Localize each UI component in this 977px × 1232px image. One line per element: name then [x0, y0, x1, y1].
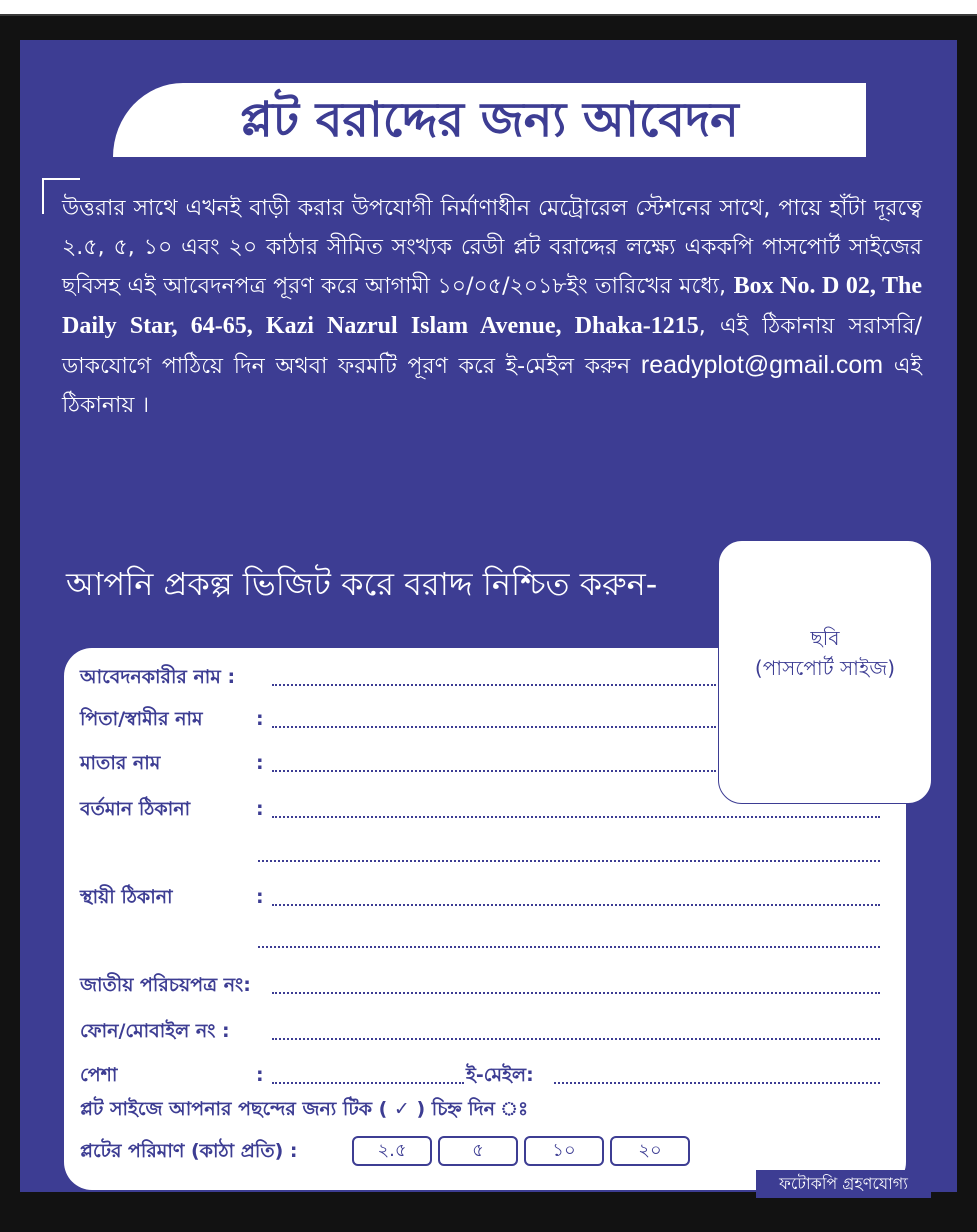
visit-heading: আপনি প্রকল্প ভিজিট করে বরাদ্দ নিশ্চিত করুন-	[66, 565, 658, 603]
father-name-colon: :	[256, 708, 264, 730]
phone-label: ফোন/মোবাইল নং :	[80, 1020, 230, 1042]
father-name-field[interactable]	[272, 726, 716, 728]
intro-text-1: উত্তরার সাথে এখনই বাড়ী করার উপযোগী নির্মাণাধীন মেট্রোরেল স্টেশনের সাথে, পায়ে হাঁটা দূরত্বে ২.৫, ৫, ১০ এবং ২০ কাঠার সীমিত সংখ্যক রেডী প্লট বরাদ্দের লক্ষ্যে এককপি পাসপোর্ট সাইজের ছবিসহ এই আবেদনপত্র পূরণ করে আগামী ১০/০৫/২০১৮ইং তারিখের মধ্যে,	[62, 196, 922, 299]
nid-label: জাতীয় পরিচয়পত্র নং:	[80, 974, 251, 996]
top-strip	[0, 0, 977, 16]
photo-label	[719, 623, 931, 683]
nid-field[interactable]	[272, 992, 880, 994]
photo-box	[718, 540, 932, 804]
email-field[interactable]	[554, 1082, 880, 1084]
tick-instruction: প্লট সাইজে আপনার পছন্দের জন্য টিক ( ✓ ) চিহ্ন দিন ঃ	[80, 1098, 529, 1120]
permanent-address-field-2[interactable]	[258, 946, 880, 948]
page-title: প্লট বরাদ্দের জন্য আবেদন	[240, 92, 739, 148]
photo-label-line2: (পাসপোর্ট সাইজ)	[754, 656, 896, 680]
present-address-label: বর্তমান ঠিকানা	[80, 798, 191, 820]
father-name-label: পিতা/স্বামীর নাম	[80, 708, 203, 730]
title-banner	[113, 83, 866, 157]
permanent-address-field-1[interactable]	[272, 904, 880, 906]
mother-name-label: মাতার নাম	[80, 752, 161, 774]
permanent-address-colon: :	[256, 886, 264, 908]
present-address-field-1[interactable]	[272, 816, 880, 818]
email-label: ই-মেইল:	[466, 1064, 534, 1086]
plot-size-label: প্লটের পরিমাণ (কাঠা প্রতি) :	[80, 1140, 298, 1162]
present-address-field-2[interactable]	[258, 860, 880, 862]
mother-name-colon: :	[256, 752, 264, 774]
profession-colon: :	[256, 1064, 264, 1086]
profession-label: পেশা	[80, 1064, 118, 1086]
email-address: readyplot@gmail.com	[640, 351, 884, 379]
present-address-colon: :	[256, 798, 264, 820]
profession-field[interactable]	[272, 1082, 464, 1084]
intro-text-2: , এই ঠিকানায় সরাসরি/ডাকযোগে পাঠিয়ে দিন অথবা ফরমটি পূরণ করে ই-মেইল করুন	[62, 313, 922, 379]
intro-text-3: এই ঠিকানায় ।	[62, 354, 922, 418]
size-option-2-5[interactable]: ২.৫	[352, 1136, 432, 1166]
size-option-5[interactable]: ৫	[438, 1136, 518, 1166]
mother-name-field[interactable]	[272, 770, 716, 772]
size-option-10[interactable]: ১০	[524, 1136, 604, 1166]
photo-label-line1: ছবি	[810, 626, 840, 650]
photocopy-note: ফটোকপি গ্রহণযোগ্য	[756, 1170, 931, 1198]
applicant-name-label: আবেদনকারীর নাম :	[80, 666, 236, 688]
size-option-20[interactable]: ২০	[610, 1136, 690, 1166]
postal-address: Box No. D 02, The Daily Star, 64-65, Kazi Nazrul Islam Avenue, Dhaka-1215	[62, 273, 922, 339]
intro-paragraph	[62, 190, 922, 425]
permanent-address-label: স্থায়ী ঠিকানা	[80, 886, 173, 908]
applicant-name-field[interactable]	[272, 684, 716, 686]
phone-field[interactable]	[272, 1038, 880, 1040]
